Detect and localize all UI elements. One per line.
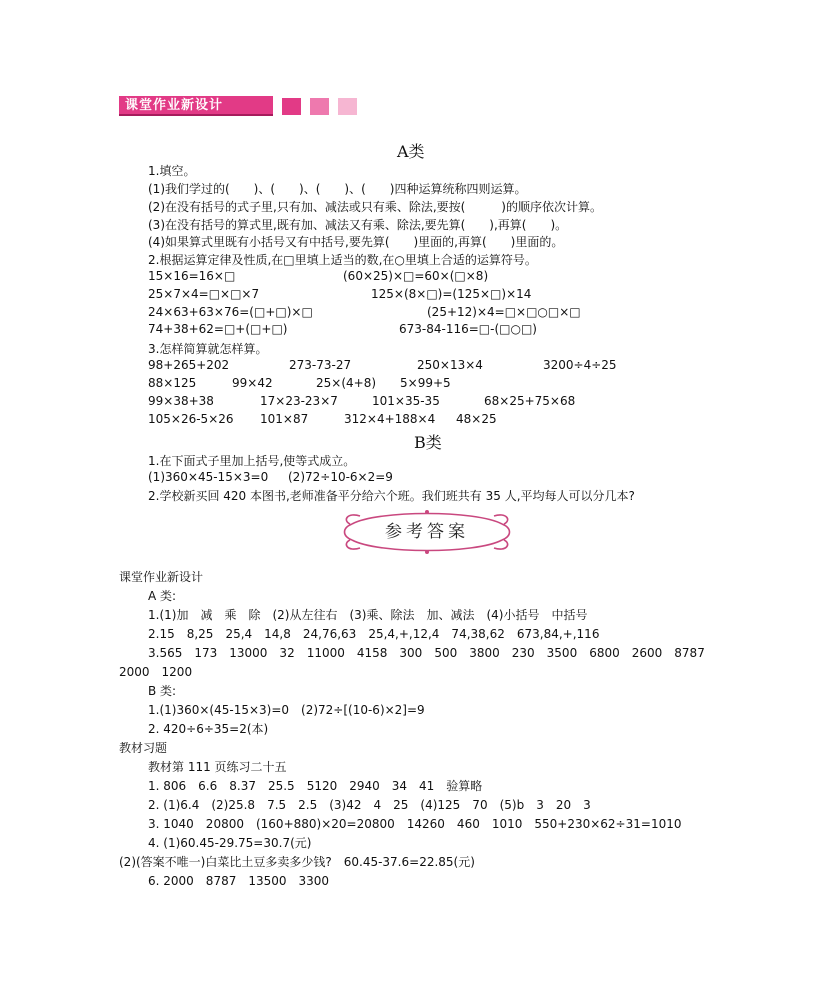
answer-line: 1.(1)加 减 乘 除 (2)从左往右 (3)乘、除法 加、减法 (4)小括号 中括号 xyxy=(148,608,588,622)
q2-expr: 74+38+62=□+(□+□) xyxy=(148,322,288,336)
b-q2-title: 2.学校新买回 420 本图书,老师准备平分给六个班。我们班共有 35 人,平均每人可以分几本? xyxy=(148,489,635,503)
q2-title: 2.根据运算定律及性质,在□里填上适当的数,在○里填上合适的运算符号。 xyxy=(148,253,537,267)
banner-decoration-square xyxy=(310,98,329,115)
q3-expr: 98+265+202 xyxy=(148,358,230,372)
q3-expr: 5×99+5 xyxy=(400,376,451,390)
q3-expr: 25×(4+8) xyxy=(316,376,377,390)
answers-b-label: B 类: xyxy=(148,684,177,698)
q1-line: (3)在没有括号的算式里,既有加、减法又有乘、除法,要先算( ),再算( )。 xyxy=(148,218,568,232)
class-b-heading: B类 xyxy=(414,433,442,452)
q3-expr: 105×26-5×26 xyxy=(148,412,234,426)
answers-section-title: 教材习题 xyxy=(119,741,168,755)
answer-line: (2)(答案不唯一)白菜比土豆多卖多少钱? 60.45-37.6=22.85(元) xyxy=(119,855,475,869)
q2-expr: (60×25)×□=60×(□×8) xyxy=(343,269,489,283)
answer-line: 3.565 173 13000 32 11000 4158 300 500 3800 230 3500 6800 2600 8787 xyxy=(148,646,705,660)
q2-expr: 673-84-116=□-(□○□) xyxy=(399,322,537,336)
q3-expr: 250×13×4 xyxy=(417,358,483,372)
answer-line: 1. 806 6.6 8.37 25.5 5120 2940 34 41 验算略 xyxy=(148,779,483,793)
b-q1-item: (1)360×45-15×3=0 xyxy=(148,470,269,484)
q3-expr: 99×42 xyxy=(232,376,273,390)
q1-line: (2)在没有括号的式子里,只有加、减法或只有乘、除法,要按( )的顺序依次计算。 xyxy=(148,200,602,214)
answer-line: 2. (1)6.4 (2)25.8 7.5 2.5 (3)42 4 25 (4)125 70 (5)b 3 20 3 xyxy=(148,798,591,812)
answer-line: 教材第 111 页练习二十五 xyxy=(148,760,287,774)
q2-expr: 15×16=16×□ xyxy=(148,269,236,283)
q1-line: (4)如果算式里既有小括号又有中括号,要先算( )里面的,再算( )里面的。 xyxy=(148,235,564,249)
answer-line: 2000 1200 xyxy=(119,665,193,679)
answer-line: 1.(1)360×(45-15×3)=0 (2)72÷[(10-6)×2]=9 xyxy=(148,703,425,717)
answers-ornament xyxy=(338,506,516,558)
q3-title: 3.怎样简算就怎样算。 xyxy=(148,342,268,356)
b-q1-title: 1.在下面式子里加上括号,使等式成立。 xyxy=(148,454,356,468)
q2-expr: (25+12)×4=□×□○□×□ xyxy=(427,305,581,319)
q3-expr: 48×25 xyxy=(456,412,497,426)
q3-expr: 99×38+38 xyxy=(148,394,214,408)
q2-expr: 25×7×4=□×□×7 xyxy=(148,287,260,301)
banner-decoration-square xyxy=(282,98,301,115)
ornament-title: 参考答案 xyxy=(385,522,469,542)
answers-a-label: A 类: xyxy=(148,589,177,603)
q3-expr: 273-73-27 xyxy=(289,358,352,372)
q2-expr: 125×(8×□)=(125×□)×14 xyxy=(371,287,532,301)
q1-line: (1)我们学过的( )、( )、( )、( )四种运算统称四则运算。 xyxy=(148,182,527,196)
q2-expr: 24×63+63×76=(□+□)×□ xyxy=(148,305,313,319)
q3-expr: 88×125 xyxy=(148,376,197,390)
q3-expr: 101×35-35 xyxy=(372,394,440,408)
banner-decoration-square xyxy=(338,98,357,115)
answer-line: 6. 2000 8787 13500 3300 xyxy=(148,874,330,888)
section-banner: 课堂作业新设计 xyxy=(119,96,273,116)
b-q1-item: (2)72÷10-6×2=9 xyxy=(288,470,393,484)
q3-expr: 312×4+188×4 xyxy=(344,412,436,426)
answer-line: 2. 420÷6÷35=2(本) xyxy=(148,722,269,736)
q1-title: 1.填空。 xyxy=(148,164,196,178)
answers-section-title: 课堂作业新设计 xyxy=(119,570,204,584)
class-a-heading: A类 xyxy=(397,142,425,161)
answer-line: 4. (1)60.45-29.75=30.7(元) xyxy=(148,836,312,850)
answer-line: 2.15 8,25 25,4 14,8 24,76,63 25,4,+,12,4 74,38,62 673,84,+,116 xyxy=(148,627,600,641)
q3-expr: 3200÷4÷25 xyxy=(543,358,617,372)
q3-expr: 17×23-23×7 xyxy=(260,394,338,408)
q3-expr: 101×87 xyxy=(260,412,309,426)
answer-line: 3. 1040 20800 (160+880)×20=20800 14260 460 1010 550+230×62÷31=1010 xyxy=(148,817,682,831)
q3-expr: 68×25+75×68 xyxy=(484,394,576,408)
